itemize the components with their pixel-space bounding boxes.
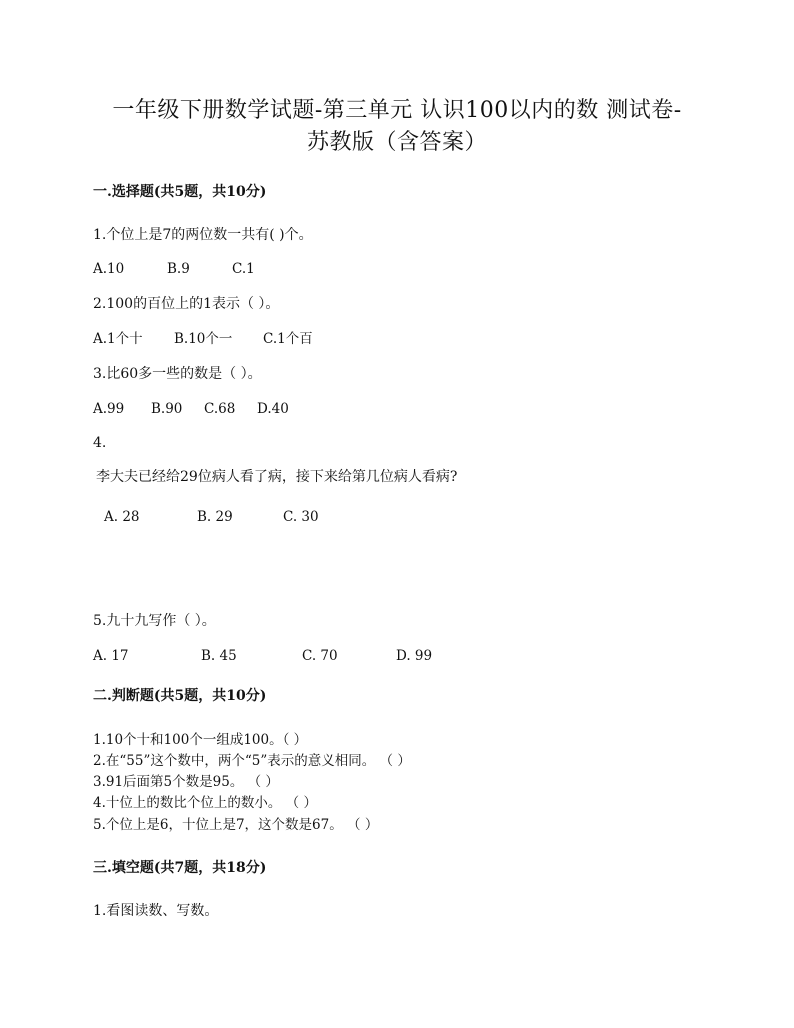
- question-3-1: 1.看图读数、写数。: [93, 903, 219, 919]
- section-heading-true-false: 二.判断题(共5题，共10分): [93, 688, 267, 704]
- judgement-item: 1.10个十和100个一组成100。（ ）: [93, 732, 308, 748]
- option-b: B.90: [151, 401, 183, 417]
- option-b: B.10个一: [174, 331, 233, 347]
- question-1-4: 李大夫已经给29位病人看了病，接下来给第几位病人看病?: [96, 469, 458, 485]
- option-c: C.1: [232, 261, 255, 277]
- option-a: A. 17: [93, 648, 129, 664]
- option-d: D. 99: [396, 648, 433, 664]
- judgement-item: 3.91后面第5个数是95。 （ ）: [93, 774, 279, 790]
- option-c: C. 70: [302, 648, 338, 664]
- title-line-1: 一年级下册数学试题-第三单元 认识100以内的数 测试卷-: [112, 98, 682, 123]
- question-1-4-number: 4.: [93, 435, 107, 451]
- option-b: B. 29: [197, 509, 233, 525]
- option-a: A.1个十: [93, 331, 143, 347]
- option-c: C.1个百: [263, 331, 313, 347]
- judgement-item: 5.个位上是6，十位上是7，这个数是67。 （ ）: [93, 817, 379, 833]
- option-d: D.40: [257, 401, 289, 417]
- option-b: B. 45: [201, 648, 237, 664]
- option-c: C. 30: [283, 509, 319, 525]
- question-1-2: 2.100的百位上的1表示（ ）。: [93, 296, 280, 312]
- judgement-item: 4.十位上的数比个位上的数小。 （ ）: [93, 795, 317, 811]
- option-a: A.10: [93, 261, 125, 277]
- question-1-3: 3.比60多一些的数是（ ）。: [93, 366, 262, 382]
- title-line-2: 苏教版（含答案）: [306, 130, 487, 155]
- option-b: B.9: [167, 261, 190, 277]
- option-a: A.99: [93, 401, 125, 417]
- option-a: A. 28: [104, 509, 140, 525]
- judgement-item: 2.在“55”这个数中，两个“5”表示的意义相同。 （ ）: [93, 753, 411, 769]
- question-1-1: 1.个位上是7的两位数一共有( )个。: [93, 227, 313, 243]
- option-c: C.68: [204, 401, 236, 417]
- section-heading-multiple-choice: 一.选择题(共5题，共10分): [93, 184, 267, 200]
- section-heading-fill-in: 三.填空题(共7题，共18分): [93, 860, 267, 876]
- question-1-5: 5.九十九写作（ ）。: [93, 613, 216, 629]
